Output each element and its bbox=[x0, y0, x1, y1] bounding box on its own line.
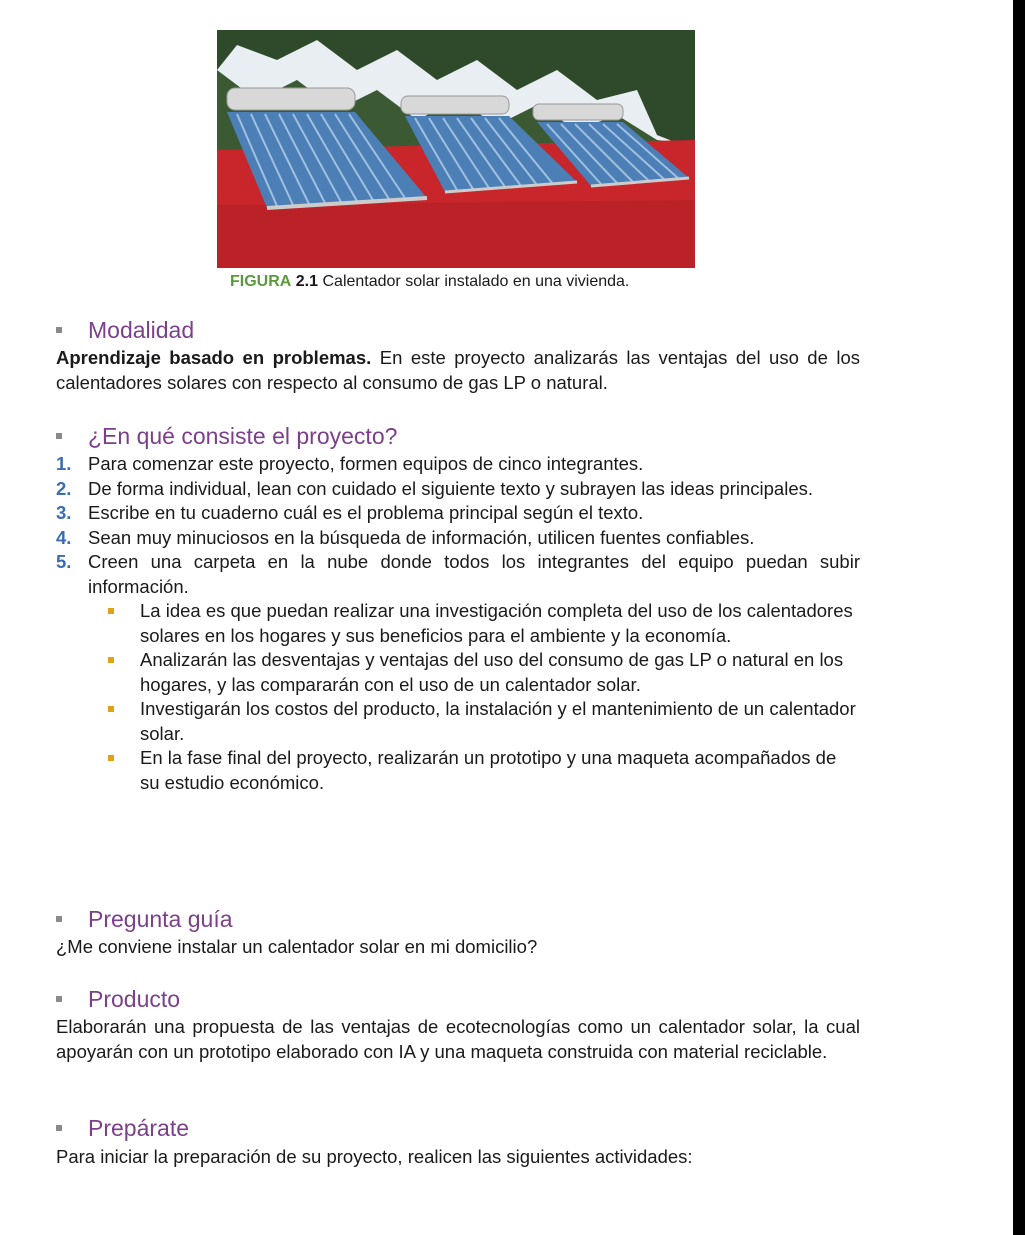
step-number: 3. bbox=[56, 502, 72, 523]
section-pregunta bbox=[56, 904, 233, 934]
section-title: Prepárate bbox=[88, 1114, 190, 1141]
subpoints-container bbox=[56, 599, 860, 795]
subpoints-list bbox=[56, 599, 860, 795]
list-item bbox=[56, 526, 860, 551]
modalidad-paragraph bbox=[56, 346, 860, 395]
list-item bbox=[56, 501, 860, 526]
square-bullet-icon bbox=[56, 996, 62, 1002]
subpoint-text: Investigarán los costos del producto, la instalación y el mantenimiento de un calentador solar. bbox=[140, 698, 856, 744]
subpoint-text: La idea es que puedan realizar una investigación completa del uso de los calentadores solares en los hogares y sus beneficios para el ambiente y la economía. bbox=[140, 600, 853, 646]
step-number: 4. bbox=[56, 526, 72, 548]
figure-caption-text: Calentador solar instalado en una vivienda. bbox=[322, 273, 630, 290]
step-text: Escribe en tu cuaderno cuál es el problema principal según el texto. bbox=[88, 502, 644, 523]
step-number: 2. bbox=[56, 477, 72, 499]
section-title: ¿En qué consiste el proyecto? bbox=[88, 422, 398, 449]
section-title: Modalidad bbox=[88, 316, 195, 343]
section-consiste bbox=[56, 421, 397, 451]
square-bullet-icon bbox=[56, 433, 62, 439]
pregunta-paragraph: ¿Me conviene instalar un calentador solar en mi domicilio? bbox=[56, 936, 538, 957]
section-producto bbox=[56, 984, 180, 1014]
preparate-paragraph: Para iniciar la preparación de su proyecto, realicen las siguientes actividades: bbox=[56, 1146, 693, 1167]
figure-caption bbox=[230, 272, 700, 292]
square-bullet-icon bbox=[56, 327, 62, 333]
square-bullet-icon bbox=[108, 608, 114, 614]
section-modalidad bbox=[56, 315, 194, 345]
square-bullet-icon bbox=[108, 755, 114, 761]
list-item bbox=[108, 746, 860, 795]
figure-label: FIGURA bbox=[230, 273, 292, 290]
list-item bbox=[56, 452, 860, 477]
square-bullet-icon bbox=[108, 657, 114, 663]
step-text: Para comenzar este proyecto, formen equipos de cinco integrantes. bbox=[88, 453, 644, 474]
list-item bbox=[108, 697, 860, 746]
modalidad-lead: Aprendizaje basado en problemas. bbox=[56, 347, 372, 368]
section-preparate bbox=[56, 1113, 189, 1143]
square-bullet-icon bbox=[56, 1125, 62, 1131]
figure-number: 2.1 bbox=[295, 273, 319, 290]
list-item bbox=[108, 648, 860, 697]
subpoint-text: Analizarán las desventajas y ventajas del uso del consumo de gas LP o natural en los hogares, y las compararán con el uso de un calentador solar. bbox=[140, 649, 844, 695]
list-item bbox=[56, 477, 860, 502]
page-edge-bar bbox=[1013, 0, 1025, 1235]
square-bullet-icon bbox=[56, 916, 62, 922]
list-item bbox=[56, 550, 860, 599]
producto-paragraph: Elaborarán una propuesta de las ventajas de ecotecnologías como un calentador solar, la cual apoyarán con un prototipo elaborado con IA y una maqueta construida con material reciclable. bbox=[56, 1016, 860, 1062]
steps-list bbox=[56, 452, 860, 795]
step-number: 1. bbox=[56, 453, 72, 474]
subpoint-text: En la fase final del proyecto, realizarán un prototipo y una maqueta acompañados de su estudio económico. bbox=[140, 747, 837, 793]
step-text: Sean muy minuciosos en la búsqueda de información, utilicen fuentes confiables. bbox=[88, 526, 755, 548]
step-text: De forma individual, lean con cuidado el siguiente texto y subrayen las ideas principales. bbox=[88, 477, 814, 499]
step-number: 5. bbox=[56, 551, 72, 572]
list-item bbox=[108, 599, 860, 648]
solar-heater-photo bbox=[217, 30, 695, 268]
square-bullet-icon bbox=[108, 706, 114, 712]
modalidad-text: En este proyecto analizarás las ventajas del uso de los calentadores solares con respecto al consumo de gas LP o natural. bbox=[56, 347, 860, 393]
section-title: Producto bbox=[88, 985, 181, 1012]
step-text: Creen una carpeta en la nube donde todos los integrantes del equipo puedan subir información. bbox=[88, 551, 860, 597]
section-title: Pregunta guía bbox=[88, 905, 233, 932]
